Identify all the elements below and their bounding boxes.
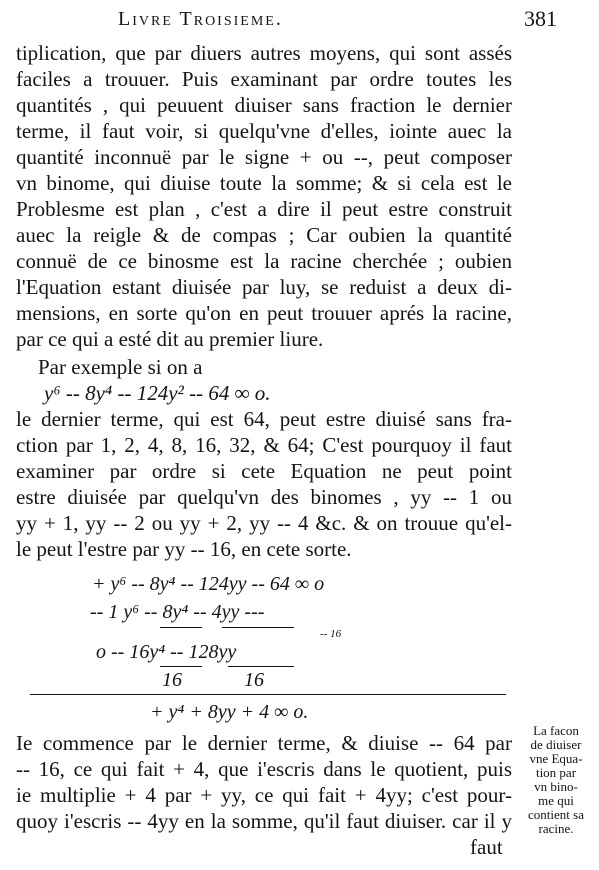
text-line: -- 16, ce qui fait + 4, que i'escris dans le quotient, puis — [16, 757, 512, 781]
margin-note-line: vn bino- — [534, 779, 578, 794]
margin-note-line: contient sa — [528, 807, 584, 822]
margin-note-line: me qui — [538, 793, 574, 808]
text-line: par ce qui a esté dit au premier liure. — [16, 327, 324, 351]
calculation-divisor-note: -- 16 — [320, 628, 342, 640]
text-line: terme, il faut voir, si quelqu'vne d'elles, iointe auec la — [16, 119, 512, 143]
underline-rule — [222, 627, 294, 628]
text-line: estre diuisée par quelqu'vn des binomes , yy -- 1 ou — [16, 485, 512, 509]
underline-rule — [160, 627, 202, 628]
margin-note-line: tion par — [535, 765, 577, 780]
margin-note-line: racine. — [538, 821, 574, 836]
text-line: quoy i'escris -- 4yy en la somme, qu'il faut diuiser. car il y — [16, 809, 512, 833]
calculation-row-quotient: + y⁴ + 8yy + 4 ∞ o. — [150, 701, 309, 723]
margin-note-line: vne Equa- — [529, 751, 583, 766]
example-intro: Par exemple si on a — [38, 355, 203, 379]
text-line: examiner par ordre si cete Equation ne peut point — [16, 459, 512, 483]
margin-note-line: La facon — [533, 723, 579, 738]
margin-note — [516, 724, 596, 836]
text-line: mensions, en sorte qu'on en peut trouuer aprés la racine, — [16, 301, 512, 325]
margin-note-line: de diuiser — [530, 737, 582, 752]
page-header — [0, 4, 599, 34]
text-line: auec la reigle & de compas ; Car oubien la quantité — [16, 223, 512, 247]
text-line: tiplication, que par diuers autres moyens, qui sont assés — [16, 41, 512, 65]
calculation-row-divisors-a: 16 — [162, 669, 182, 691]
result-rule — [30, 694, 506, 695]
text-line: connuë de ce binosme est la racine cherchée ; oubien — [16, 249, 512, 273]
calculation-row-dividend: + y⁶ -- 8y⁴ -- 124yy -- 64 ∞ o — [92, 573, 325, 595]
text-line: Problesme est plan , c'est a dire il peut estre construit — [16, 197, 512, 221]
text-line: faut — [470, 835, 503, 859]
running-title: Livre Troisieme. — [118, 8, 283, 30]
text-line: quantité inconnuë par le signe + ou --, peut composer — [16, 145, 512, 169]
text-line: l'Equation estant diuisée par luy, se reduist a deux di- — [16, 275, 512, 299]
text-line: faciles a trouuer. Puis examinant par ordre toutes les — [16, 67, 512, 91]
text-line: Ie commence par le dernier terme, & diuise -- 64 par — [16, 731, 512, 755]
text-line: yy + 1, yy -- 2 ou yy + 2, yy -- 4 &c. & on trouue qu'el- — [16, 511, 512, 535]
page-number: 381 — [524, 6, 557, 31]
underline-rule — [160, 666, 202, 667]
text-line: ction par 1, 2, 4, 8, 16, 32, & 64; C'est pourquoy il faut — [16, 433, 512, 457]
underline-rule — [228, 666, 294, 667]
text-line: quantités , qui peuuent diuiser sans fraction le dernier — [16, 93, 512, 117]
text-line: le dernier terme, qui est 64, peut estre diuisé sans fra- — [16, 407, 512, 431]
text-line: le peut l'estre par yy -- 16, en cete sorte. — [16, 537, 352, 561]
text-line: vn binome, qui diuise toute la somme; & si cela est le — [16, 171, 512, 195]
text-line: ie multiplie + 4 par + yy, ce qui fait + 4yy; c'est pour- — [16, 783, 512, 807]
calculation-row-divisors-b: 16 — [244, 669, 264, 691]
calculation-row-divisor: -- 1 y⁶ -- 8y⁴ -- 4yy --- — [90, 601, 265, 623]
calculation-row-remainder: o -- 16y⁴ -- 128yy — [96, 641, 237, 663]
example-equation: y⁶ -- 8y⁴ -- 124y² -- 64 ∞ o. — [44, 381, 271, 405]
